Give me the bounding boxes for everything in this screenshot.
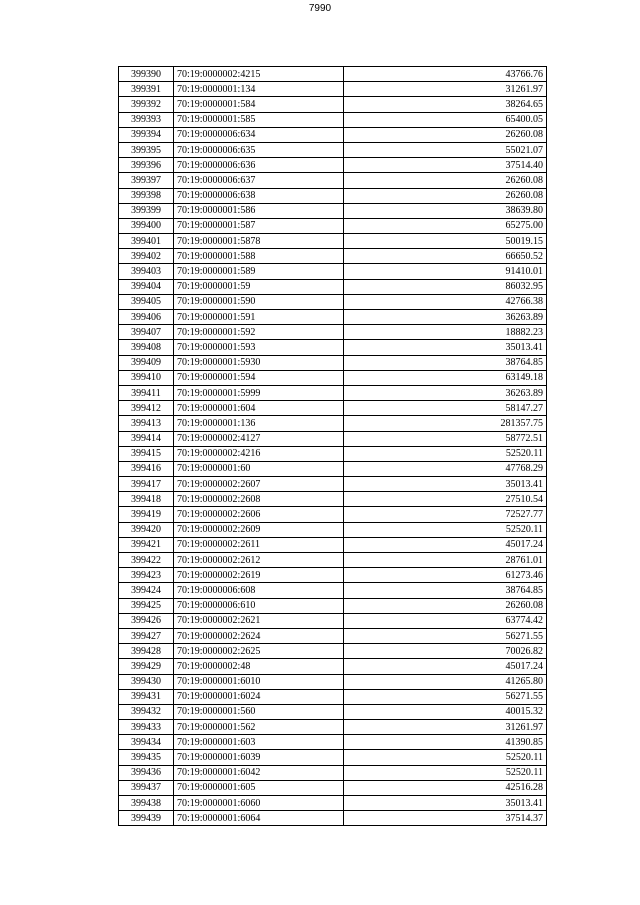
value-cell: 55021.07	[344, 142, 547, 157]
table-row	[119, 568, 547, 583]
cadastral-number-cell: 70:19:0000001:5930	[174, 355, 344, 370]
row-number-cell: 399400	[119, 218, 174, 233]
cadastral-number-cell: 70:19:0000001:590	[174, 294, 344, 309]
table-row	[119, 674, 547, 689]
value-cell: 41265.80	[344, 674, 547, 689]
value-cell: 66650.52	[344, 249, 547, 264]
table-row	[119, 644, 547, 659]
table-row	[119, 598, 547, 613]
cadastral-number-cell: 70:19:0000001:593	[174, 340, 344, 355]
cadastral-number-cell: 70:19:0000001:604	[174, 401, 344, 416]
table-row	[119, 310, 547, 325]
value-cell: 58147.27	[344, 401, 547, 416]
table-row	[119, 158, 547, 173]
cadastral-number-cell: 70:19:0000001:59	[174, 279, 344, 294]
row-number-cell: 399437	[119, 780, 174, 795]
value-cell: 31261.97	[344, 720, 547, 735]
table-row	[119, 613, 547, 628]
cadastral-number-cell: 70:19:0000001:136	[174, 416, 344, 431]
row-number-cell: 399411	[119, 385, 174, 400]
value-cell: 52520.11	[344, 522, 547, 537]
table-row	[119, 492, 547, 507]
row-number-cell: 399413	[119, 416, 174, 431]
row-number-cell: 399391	[119, 82, 174, 97]
cadastral-number-cell: 70:19:0000002:2609	[174, 522, 344, 537]
row-number-cell: 399406	[119, 310, 174, 325]
table-row	[119, 112, 547, 127]
table-row	[119, 355, 547, 370]
cadastral-number-cell: 70:19:0000001:6039	[174, 750, 344, 765]
cadastral-number-cell: 70:19:0000001:6024	[174, 689, 344, 704]
value-cell: 50019.15	[344, 234, 547, 249]
value-cell: 31261.97	[344, 82, 547, 97]
value-cell: 38639.80	[344, 203, 547, 218]
value-cell: 45017.24	[344, 537, 547, 552]
table-row	[119, 720, 547, 735]
cadastral-number-cell: 70:19:0000002:2606	[174, 507, 344, 522]
table-row	[119, 370, 547, 385]
value-cell: 42766.38	[344, 294, 547, 309]
row-number-cell: 399422	[119, 553, 174, 568]
table-row	[119, 173, 547, 188]
cadastral-number-cell: 70:19:0000001:5878	[174, 234, 344, 249]
value-cell: 86032.95	[344, 279, 547, 294]
table-row	[119, 765, 547, 780]
value-cell: 35013.41	[344, 796, 547, 811]
table-body	[119, 67, 547, 826]
row-number-cell: 399407	[119, 325, 174, 340]
cadastral-number-cell: 70:19:0000001:587	[174, 218, 344, 233]
row-number-cell: 399394	[119, 127, 174, 142]
cadastral-number-cell: 70:19:0000001:6064	[174, 811, 344, 826]
cadastral-number-cell: 70:19:0000002:2624	[174, 628, 344, 643]
row-number-cell: 399428	[119, 644, 174, 659]
row-number-cell: 399418	[119, 492, 174, 507]
row-number-cell: 399423	[119, 568, 174, 583]
value-cell: 38764.85	[344, 583, 547, 598]
cadastral-number-cell: 70:19:0000006:637	[174, 173, 344, 188]
table-row	[119, 279, 547, 294]
row-number-cell: 399404	[119, 279, 174, 294]
table-row	[119, 82, 547, 97]
row-number-cell: 399408	[119, 340, 174, 355]
table-row	[119, 142, 547, 157]
row-number-cell: 399402	[119, 249, 174, 264]
cadastral-number-cell: 70:19:0000002:2612	[174, 553, 344, 568]
row-number-cell: 399421	[119, 537, 174, 552]
table-row	[119, 735, 547, 750]
table-row	[119, 218, 547, 233]
row-number-cell: 399430	[119, 674, 174, 689]
cadastral-number-cell: 70:19:0000006:636	[174, 158, 344, 173]
table-row	[119, 234, 547, 249]
cadastral-number-cell: 70:19:0000001:6042	[174, 765, 344, 780]
table-row	[119, 659, 547, 674]
cadastral-number-cell: 70:19:0000001:592	[174, 325, 344, 340]
table-row	[119, 264, 547, 279]
row-number-cell: 399424	[119, 583, 174, 598]
value-cell: 26260.08	[344, 188, 547, 203]
value-cell: 43766.76	[344, 67, 547, 82]
cadastral-number-cell: 70:19:0000001:584	[174, 97, 344, 112]
row-number-cell: 399429	[119, 659, 174, 674]
table-row	[119, 507, 547, 522]
cadastral-number-cell: 70:19:0000002:2608	[174, 492, 344, 507]
value-cell: 27510.54	[344, 492, 547, 507]
row-number-cell: 399416	[119, 461, 174, 476]
row-number-cell: 399409	[119, 355, 174, 370]
table-row	[119, 325, 547, 340]
cadastral-number-cell: 70:19:0000001:5999	[174, 385, 344, 400]
value-cell: 61273.46	[344, 568, 547, 583]
table-row	[119, 704, 547, 719]
cadastral-number-cell: 70:19:0000002:48	[174, 659, 344, 674]
cadastral-number-cell: 70:19:0000002:4216	[174, 446, 344, 461]
table-row	[119, 203, 547, 218]
row-number-cell: 399412	[119, 401, 174, 416]
cadastral-number-cell: 70:19:0000002:2611	[174, 537, 344, 552]
value-cell: 26260.08	[344, 173, 547, 188]
table-row	[119, 553, 547, 568]
row-number-cell: 399431	[119, 689, 174, 704]
row-number-cell: 399399	[119, 203, 174, 218]
value-cell: 35013.41	[344, 340, 547, 355]
row-number-cell: 399417	[119, 477, 174, 492]
cadastral-number-cell: 70:19:0000001:60	[174, 461, 344, 476]
cadastral-number-cell: 70:19:0000002:2607	[174, 477, 344, 492]
value-cell: 26260.08	[344, 598, 547, 613]
row-number-cell: 399393	[119, 112, 174, 127]
value-cell: 63149.18	[344, 370, 547, 385]
value-cell: 36263.89	[344, 310, 547, 325]
row-number-cell: 399432	[119, 704, 174, 719]
value-cell: 41390.85	[344, 735, 547, 750]
row-number-cell: 399438	[119, 796, 174, 811]
row-number-cell: 399439	[119, 811, 174, 826]
value-cell: 281357.75	[344, 416, 547, 431]
row-number-cell: 399427	[119, 628, 174, 643]
cadastral-number-cell: 70:19:0000001:594	[174, 370, 344, 385]
value-cell: 52520.11	[344, 750, 547, 765]
value-cell: 72527.77	[344, 507, 547, 522]
row-number-cell: 399434	[119, 735, 174, 750]
value-cell: 36263.89	[344, 385, 547, 400]
table-row	[119, 628, 547, 643]
table-row	[119, 750, 547, 765]
table-row	[119, 67, 547, 82]
row-number-cell: 399433	[119, 720, 174, 735]
table-row	[119, 780, 547, 795]
row-number-cell: 399435	[119, 750, 174, 765]
page-number: 7990	[308, 3, 332, 14]
value-cell: 63774.42	[344, 613, 547, 628]
cadastral-number-cell: 70:19:0000001:6010	[174, 674, 344, 689]
value-cell: 37514.37	[344, 811, 547, 826]
cadastral-number-cell: 70:19:0000006:608	[174, 583, 344, 598]
cadastral-number-cell: 70:19:0000006:635	[174, 142, 344, 157]
cadastral-number-cell: 70:19:0000002:2625	[174, 644, 344, 659]
data-table	[118, 66, 547, 826]
value-cell: 65400.05	[344, 112, 547, 127]
table-row	[119, 689, 547, 704]
cadastral-number-cell: 70:19:0000006:638	[174, 188, 344, 203]
value-cell: 40015.32	[344, 704, 547, 719]
row-number-cell: 399392	[119, 97, 174, 112]
cadastral-number-cell: 70:19:0000006:610	[174, 598, 344, 613]
table-row	[119, 188, 547, 203]
value-cell: 58772.51	[344, 431, 547, 446]
row-number-cell: 399401	[119, 234, 174, 249]
table-row	[119, 446, 547, 461]
row-number-cell: 399395	[119, 142, 174, 157]
row-number-cell: 399414	[119, 431, 174, 446]
row-number-cell: 399403	[119, 264, 174, 279]
value-cell: 91410.01	[344, 264, 547, 279]
row-number-cell: 399426	[119, 613, 174, 628]
row-number-cell: 399425	[119, 598, 174, 613]
value-cell: 56271.55	[344, 628, 547, 643]
cadastral-number-cell: 70:19:0000006:634	[174, 127, 344, 142]
cadastral-number-cell: 70:19:0000001:585	[174, 112, 344, 127]
table-row	[119, 97, 547, 112]
table-row	[119, 522, 547, 537]
cadastral-number-cell: 70:19:0000001:560	[174, 704, 344, 719]
value-cell: 47768.29	[344, 461, 547, 476]
value-cell: 28761.01	[344, 553, 547, 568]
row-number-cell: 399405	[119, 294, 174, 309]
cadastral-number-cell: 70:19:0000001:562	[174, 720, 344, 735]
table-row	[119, 431, 547, 446]
value-cell: 18882.23	[344, 325, 547, 340]
row-number-cell: 399397	[119, 173, 174, 188]
cadastral-number-cell: 70:19:0000001:605	[174, 780, 344, 795]
table-row	[119, 796, 547, 811]
table-row	[119, 537, 547, 552]
cadastral-number-cell: 70:19:0000001:588	[174, 249, 344, 264]
value-cell: 37514.40	[344, 158, 547, 173]
table-row	[119, 127, 547, 142]
row-number-cell: 399390	[119, 67, 174, 82]
table-row	[119, 461, 547, 476]
cadastral-number-cell: 70:19:0000002:4215	[174, 67, 344, 82]
cadastral-number-cell: 70:19:0000001:589	[174, 264, 344, 279]
row-number-cell: 399420	[119, 522, 174, 537]
cadastral-number-cell: 70:19:0000001:134	[174, 82, 344, 97]
cadastral-number-cell: 70:19:0000001:586	[174, 203, 344, 218]
table-row	[119, 249, 547, 264]
value-cell: 35013.41	[344, 477, 547, 492]
table-row	[119, 811, 547, 826]
table-row	[119, 477, 547, 492]
table-row	[119, 401, 547, 416]
value-cell: 45017.24	[344, 659, 547, 674]
cadastral-number-cell: 70:19:0000001:591	[174, 310, 344, 325]
row-number-cell: 399410	[119, 370, 174, 385]
value-cell: 65275.00	[344, 218, 547, 233]
value-cell: 38264.65	[344, 97, 547, 112]
table-row	[119, 294, 547, 309]
row-number-cell: 399396	[119, 158, 174, 173]
cadastral-number-cell: 70:19:0000002:2619	[174, 568, 344, 583]
value-cell: 52520.11	[344, 765, 547, 780]
cadastral-number-cell: 70:19:0000002:4127	[174, 431, 344, 446]
row-number-cell: 399436	[119, 765, 174, 780]
cadastral-number-cell: 70:19:0000001:6060	[174, 796, 344, 811]
table-row	[119, 340, 547, 355]
cadastral-number-cell: 70:19:0000002:2621	[174, 613, 344, 628]
cadastral-number-cell: 70:19:0000001:603	[174, 735, 344, 750]
value-cell: 52520.11	[344, 446, 547, 461]
row-number-cell: 399415	[119, 446, 174, 461]
value-cell: 42516.28	[344, 780, 547, 795]
table-row	[119, 416, 547, 431]
row-number-cell: 399398	[119, 188, 174, 203]
value-cell: 56271.55	[344, 689, 547, 704]
table-row	[119, 385, 547, 400]
table-row	[119, 583, 547, 598]
row-number-cell: 399419	[119, 507, 174, 522]
value-cell: 38764.85	[344, 355, 547, 370]
value-cell: 70026.82	[344, 644, 547, 659]
value-cell: 26260.08	[344, 127, 547, 142]
